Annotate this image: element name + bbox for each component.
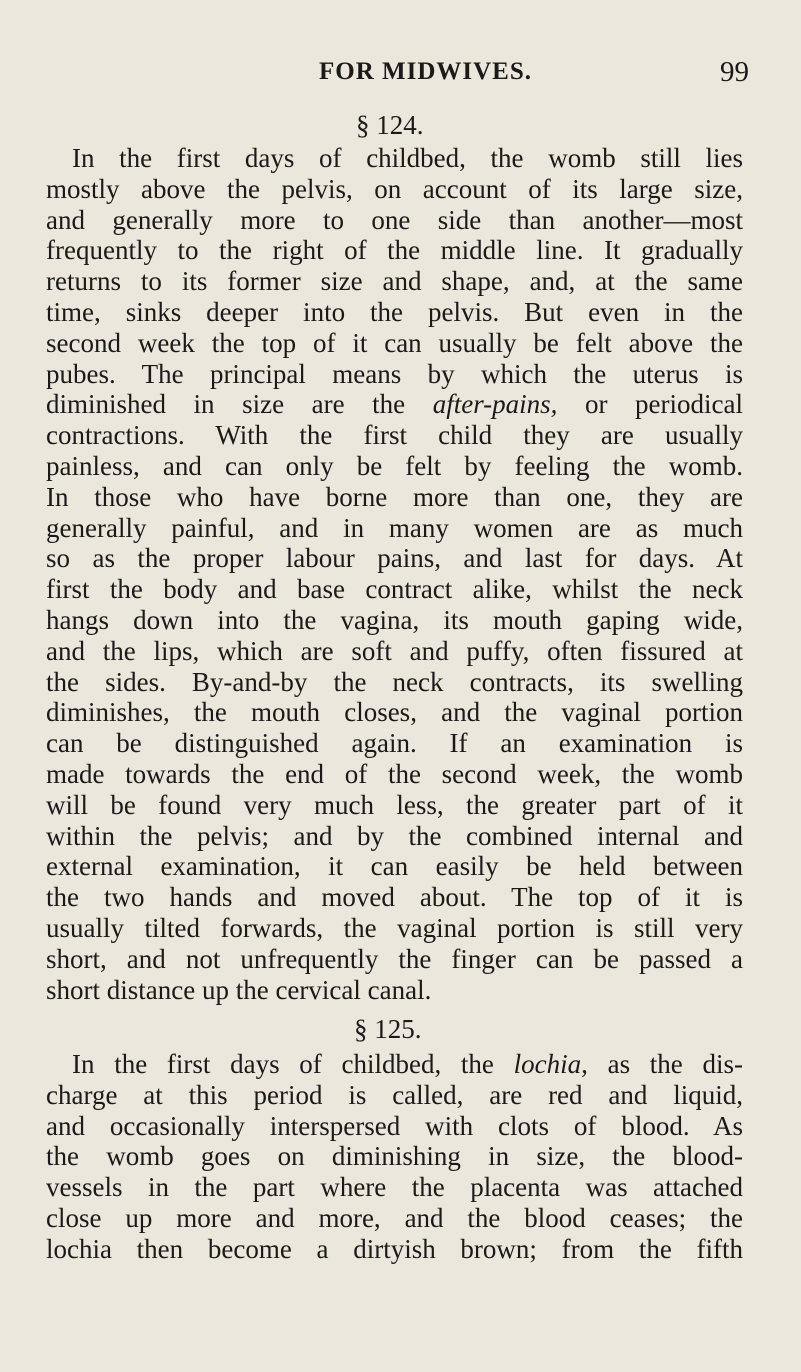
paragraph-124 [46, 143, 743, 1005]
text-line: vessels in the part where the placenta was attached [46, 1172, 743, 1203]
text-line: contractions. With the first child they are usually [46, 420, 743, 451]
paragraph-125 [46, 1049, 743, 1265]
italic-term: lochia, [513, 1049, 588, 1079]
text-line: short distance up the cervical canal. [46, 974, 432, 1005]
text-line: pubes. The principal means by which the uterus is [46, 358, 743, 389]
text-line: diminished in size are the after-pains, or periodical [46, 389, 743, 420]
running-head [0, 58, 801, 98]
text-line: will be found very much less, the greater part of it [46, 789, 743, 820]
text-line: In the first days of childbed, the womb still lies [72, 143, 743, 173]
text-line: usually tilted forwards, the vaginal portion is still very [46, 912, 743, 943]
text-line: and occasionally interspersed with clots of blood. As [46, 1110, 743, 1141]
text-line: the womb goes on diminishing in size, the blood- [46, 1141, 743, 1172]
text-line: can be distinguished again. If an examination is [46, 728, 743, 759]
text-line: the sides. By-and-by the neck contracts, its swelling [46, 666, 743, 697]
text-line: In the first days of childbed, the lochia, as the dis- [72, 1049, 743, 1079]
italic-term: after-pains, [432, 389, 558, 420]
text-line: so as the proper labour pains, and last for days. At [46, 543, 743, 574]
running-title: FOR MIDWIVES. [319, 58, 533, 85]
text-line: returns to its former size and shape, and, at the same [46, 266, 743, 297]
text-line: generally painful, and in many women are as much [46, 512, 743, 543]
text-line: and generally more to one side than another—most [46, 204, 743, 235]
section-heading-124: § 124. [356, 110, 424, 140]
text-line: the two hands and moved about. The top of it is [46, 882, 743, 913]
text-line: first the body and base contract alike, whilst the neck [46, 574, 743, 605]
text-line: within the pelvis; and by the combined internal and [46, 820, 743, 851]
text-line: painless, and can only be felt by feeling the womb. [46, 450, 743, 481]
text-line: mostly above the pelvis, on account of its large size, [46, 173, 743, 204]
text-line: second week the top of it can usually be felt above the [46, 327, 743, 358]
text-line: and the lips, which are soft and puffy, often fissured at [46, 635, 743, 666]
text-line: hangs down into the vagina, its mouth gaping wide, [46, 604, 743, 635]
text-line: In those who have borne more than one, they are [46, 481, 743, 512]
text-line: short, and not unfrequently the finger can be passed a [46, 943, 743, 974]
text-line: charge at this period is called, are red and liquid, [46, 1079, 743, 1110]
text-line: frequently to the right of the middle line. It gradually [46, 235, 743, 266]
text-line: diminishes, the mouth closes, and the vaginal portion [46, 697, 743, 728]
text-line: lochia then become a dirtyish brown; from the fifth [46, 1233, 743, 1264]
text-line: close up more and more, and the blood ceases; the [46, 1202, 743, 1233]
text-line: external examination, it can easily be held between [46, 851, 743, 882]
text-line: made towards the end of the second week, the womb [46, 758, 743, 789]
section-heading-125: § 125. [354, 1014, 422, 1044]
text-line: time, sinks deeper into the pelvis. But even in the [46, 296, 743, 327]
page-number: 99 [720, 56, 749, 88]
